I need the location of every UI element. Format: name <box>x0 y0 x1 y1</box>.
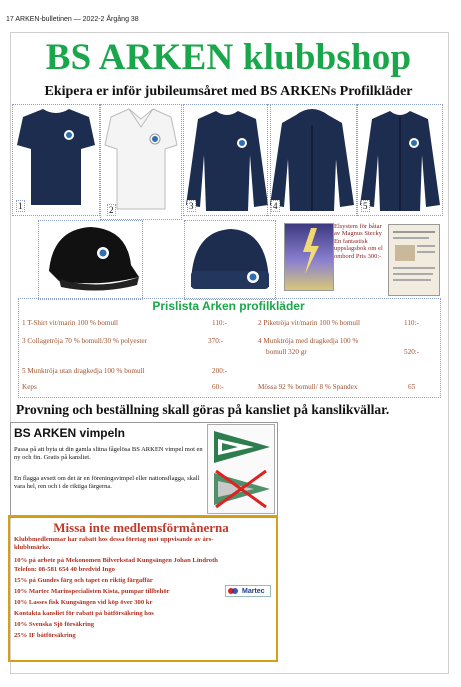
jacket-icon <box>358 105 442 215</box>
lightning-icon <box>285 224 333 290</box>
pennant-icon <box>208 425 274 513</box>
product-number: 2 <box>109 205 114 215</box>
member-line: 25% IF båtförsäkring <box>14 632 76 639</box>
price-value: 60:- <box>212 383 224 391</box>
polo-shirt-icon <box>101 105 181 219</box>
member-line: klubbmärke. <box>14 544 51 551</box>
price-list-title: Prislista Arken profilkläder <box>152 299 305 313</box>
product-number: 1 <box>18 201 23 211</box>
product-5 <box>357 104 443 216</box>
price-item: 5 Munktröja utan dragkedja 100 % bomull <box>22 367 145 375</box>
vimpel-title: BS ARKEN vimpeln <box>14 426 125 440</box>
member-line: 10% Martec Marinspecialisten Kista, pumpar tillbehör <box>14 588 170 595</box>
order-notice: Provning och beställning skall göras på kansliet på kanslikvällar. <box>16 402 390 417</box>
price-item: Mössa 92 % bomull/ 8 % Spandex <box>258 383 358 391</box>
price-value: 370:- <box>208 337 224 345</box>
beanie-icon <box>185 221 275 299</box>
martec-logo <box>225 585 271 597</box>
page-header: 17 ARKEN-bulletinen — 2022-2 Årgång 38 <box>6 16 139 23</box>
price-list <box>18 298 441 398</box>
price-value: 65 <box>408 383 416 391</box>
book-text: Elsystem för båtar av Magnus Stecky En fantastisk uppslagsbok om el ombord Pris 300:- <box>334 223 383 260</box>
product-number: 5 <box>363 201 368 211</box>
price-item: 4 Munktröja med dragkedja 100 % <box>258 337 359 345</box>
price-value: 200:- <box>212 367 228 375</box>
member-line: 10% Lasses fisk Kungsängen vid köp över 300 kr <box>14 599 153 606</box>
tshirt-icon <box>13 105 99 215</box>
product-3 <box>183 104 271 216</box>
pennant-images <box>207 424 275 514</box>
member-line: 10% Svenska Sjö försäkring <box>14 621 95 628</box>
member-line: 10% på arbete på Mekonomen Bilverkstad Kungsängen Johan Lindroth <box>14 557 218 564</box>
price-item: Keps <box>22 383 37 391</box>
sweater-icon <box>184 105 270 215</box>
hoodie-icon <box>268 105 356 215</box>
price-value: 520:- <box>404 348 420 356</box>
member-line: Klubbmedlemmar har rabatt hos dessa företag mot uppvisande av års- <box>14 536 214 543</box>
product-beanie <box>184 220 276 300</box>
price-item: 1 T-Shirt vit/marin 100 % bomull <box>22 319 119 327</box>
member-line: 15% på Gundes färg och tapet en riktig färgaffär <box>14 577 153 584</box>
vimpel-text-1: Passa på att byta ut din gamla slitna fågelösa BS ARKEN vimpel mot en ny och fin. Gratis på kansliet. <box>14 446 203 461</box>
member-title: Missa inte medlemsförmånerna <box>53 520 229 535</box>
martec-logo-icon <box>228 587 240 595</box>
price-value: 110:- <box>404 319 419 327</box>
product-4 <box>267 104 357 216</box>
martec-logo-text: Martec <box>242 587 265 595</box>
cap-icon <box>39 221 142 299</box>
product-number: 4 <box>273 201 278 211</box>
book-page <box>388 224 440 296</box>
product-number: 3 <box>189 201 194 211</box>
price-item: bomull 320 gr <box>266 348 307 356</box>
page-subtitle: Ekipera er inför jubileumsåret med BS ARKENs Profilkläder <box>44 84 413 99</box>
member-line: Kontakta kansliet för rabatt på båtförsäkring hos <box>14 610 154 617</box>
price-item: 3 Collagetröja 70 % bomull/30 % polyester <box>22 337 147 345</box>
vimpel-text-2: En flagga avsett om det är en föreningsvimpel eller nationsflagga, skall vara hel, ren och i de riktiga färgerna. <box>14 475 200 490</box>
price-item: 2 Piketröja vit/marin 100 % bomull <box>258 319 361 327</box>
member-line: Telefon: 08-581 654 40 bredvid Ingo <box>14 566 115 573</box>
product-2 <box>100 104 182 220</box>
book-page-icon <box>389 225 439 295</box>
product-cap <box>38 220 143 300</box>
product-1 <box>12 104 100 216</box>
price-value: 110:- <box>212 319 227 327</box>
page-title: BS ARKEN klubbshop <box>45 37 412 78</box>
book-cover <box>284 223 334 291</box>
